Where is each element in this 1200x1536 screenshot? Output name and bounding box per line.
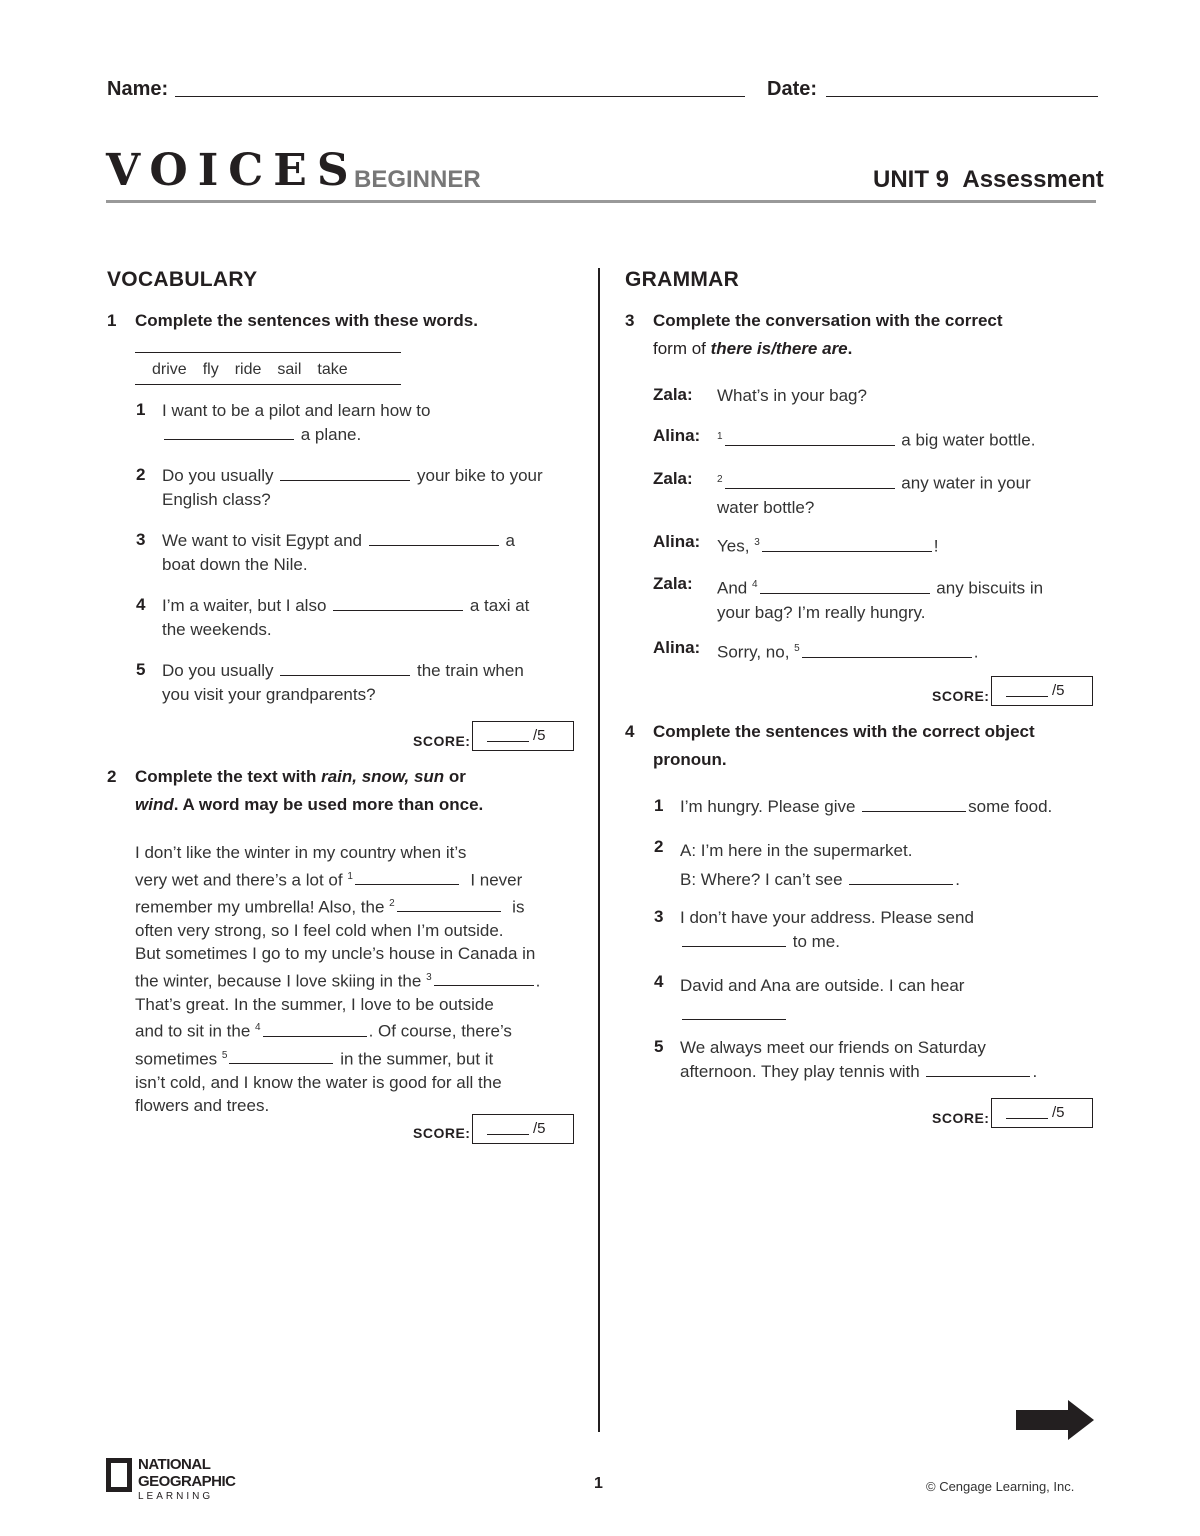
question-instruction: Complete the text with rain, snow, sun or wind. A word may be used more than once. — [135, 767, 484, 814]
question-number: 2 — [107, 767, 117, 786]
unit-title — [873, 166, 1104, 194]
list-item: We want to visit Egypt and a boat down the Nile. — [162, 531, 515, 574]
level-label: BEGINNER — [354, 166, 481, 193]
answer-blank[interactable] — [802, 656, 972, 658]
list-item: I want to be a pilot and learn how to a plane. — [162, 401, 431, 444]
page-number: 1 — [594, 1475, 603, 1492]
word: drive — [152, 361, 187, 378]
word: ride — [234, 361, 262, 378]
item-number: 3 — [136, 530, 146, 549]
speaker-label: Zala: — [653, 574, 693, 593]
dialog-line: Sorry, no, $^5$ . — [717, 642, 979, 662]
item-number: 5 — [654, 1037, 664, 1056]
score-label: SCORE: — [413, 1125, 471, 1141]
dialog-line: $^1$ a big water bottle. — [717, 430, 1036, 450]
voices-logo: VOICES — [106, 145, 359, 196]
answer-blank[interactable] — [862, 810, 966, 812]
brand-line: LEARNING — [138, 1491, 214, 1502]
word: fly — [202, 361, 219, 378]
score-label: SCORE: — [932, 1110, 990, 1126]
list-item: David and Ana are outside. I can hear — [680, 971, 1100, 1029]
grammar-title: GRAMMAR — [625, 268, 740, 291]
word: take — [317, 361, 348, 378]
item-number: 4 — [654, 972, 664, 991]
answer-blank[interactable] — [725, 444, 895, 446]
word-box-top — [135, 352, 401, 353]
copyright: © Cengage Learning, Inc. — [926, 1479, 1075, 1494]
score-label: SCORE: — [932, 688, 990, 704]
answer-blank[interactable] — [760, 592, 930, 594]
score-label: SCORE: — [413, 733, 471, 749]
answer-blank[interactable] — [682, 1018, 786, 1020]
answer-blank[interactable] — [725, 487, 895, 489]
list-item: I’m hungry. Please give some food. — [680, 797, 1053, 816]
next-arrow-icon[interactable] — [1016, 1400, 1096, 1440]
answer-blank[interactable] — [849, 883, 953, 885]
speaker-label: Zala: — [653, 469, 693, 488]
item-number: 1 — [654, 796, 664, 815]
question-number: 4 — [625, 722, 635, 741]
date-label: Date: — [767, 78, 818, 100]
answer-blank[interactable] — [682, 945, 786, 947]
question-number: 3 — [625, 311, 635, 330]
dialog-line: $^2$ any water in your water bottle? — [717, 473, 1031, 517]
brand-logo — [138, 1456, 236, 1504]
item-number: 3 — [654, 907, 664, 926]
score-box[interactable] — [991, 676, 1093, 706]
vocabulary-title: VOCABULARY — [107, 268, 258, 291]
answer-blank[interactable] — [229, 1062, 333, 1064]
list-item: I’m a waiter, but I also a taxi at the weekends. — [162, 596, 530, 639]
score-box[interactable] — [472, 1114, 574, 1144]
dialog-line: And $^4$ any biscuits in your bag? I’m really hungry. — [717, 578, 1044, 622]
unit-number: UNIT 9 — [873, 166, 950, 193]
brand-line: NATIONAL — [138, 1456, 211, 1473]
item-number: 2 — [136, 465, 146, 484]
question-number: 1 — [107, 311, 117, 330]
item-number: 4 — [136, 595, 146, 614]
answer-blank[interactable] — [333, 609, 463, 611]
word-box — [152, 361, 364, 379]
answer-blank[interactable] — [926, 1075, 1030, 1077]
score-denominator: /5 — [533, 1120, 546, 1137]
question-instruction: Complete the sentences with the correct object pronoun. — [653, 722, 1035, 769]
score-denominator: /5 — [533, 727, 546, 744]
brand-line: GEOGRAPHIC — [138, 1473, 236, 1490]
score-blank — [487, 740, 529, 742]
cloze-paragraph: I don’t like the winter in my country when it’s very wet and there’s a lot of $^1$ I never remember my umbrella! Also, the $^2$ is often very strong, so I feel cold when I’m outside. But sometimes I go to my uncle’s house in Canada in the winter, because I love skiing in the $^3$ . That’s great. In the summer, I love to be outside and to sit in the $^4$ . Of course, there’s sometimes $^5$ in the summer, but it isn’t cold, and I know the water is good for all the flowers and trees. — [135, 843, 541, 1116]
answer-blank[interactable] — [164, 438, 294, 440]
question-instruction: Complete the conversation with the correct form of there is/there are. — [653, 311, 1003, 358]
answer-blank[interactable] — [397, 910, 501, 912]
speaker-label: Alina: — [653, 426, 701, 445]
assessment-label: Assessment — [962, 166, 1104, 193]
list-item: I don’t have your address. Please send to me. — [680, 908, 974, 951]
answer-blank[interactable] — [369, 544, 499, 546]
answer-blank[interactable] — [355, 883, 459, 885]
score-box[interactable] — [472, 721, 574, 751]
speaker-label: Zala: — [653, 385, 693, 404]
item-number: 2 — [654, 837, 664, 856]
score-denominator: /5 — [1052, 682, 1065, 699]
question-instruction: Complete the sentences with these words. — [135, 311, 478, 330]
answer-blank[interactable] — [280, 674, 410, 676]
answer-blank[interactable] — [263, 1035, 367, 1037]
item-number: 5 — [136, 660, 146, 679]
word: sail — [277, 361, 302, 378]
name-line[interactable] — [175, 96, 745, 97]
list-item: We always meet our friends on Saturday afternoon. They play tennis with . — [680, 1038, 1038, 1081]
score-denominator: /5 — [1052, 1104, 1065, 1121]
list-item: A: I’m here in the supermarket. B: Where? I can’t see . — [680, 841, 960, 889]
dialog-line: What’s in your bag? — [717, 386, 867, 405]
score-blank — [1006, 1117, 1048, 1119]
dialog-line: Yes, $^3$ ! — [717, 536, 939, 556]
national-geographic-frame-icon — [106, 1458, 132, 1492]
answer-blank[interactable] — [762, 550, 932, 552]
word-box-bottom — [135, 384, 401, 385]
answer-blank[interactable] — [280, 479, 410, 481]
speaker-label: Alina: — [653, 638, 701, 657]
title-rule — [106, 200, 1096, 203]
list-item: Do you usually your bike to your English class? — [162, 466, 543, 509]
answer-blank[interactable] — [434, 984, 534, 986]
score-box[interactable] — [991, 1098, 1093, 1128]
score-blank — [1006, 695, 1048, 697]
list-item: Do you usually the train when you visit your grandparents? — [162, 661, 524, 704]
name-label: Name: — [107, 78, 169, 100]
column-divider — [598, 268, 600, 1432]
item-number: 1 — [136, 400, 146, 419]
date-line[interactable] — [826, 96, 1098, 97]
speaker-label: Alina: — [653, 532, 701, 551]
score-blank — [487, 1133, 529, 1135]
